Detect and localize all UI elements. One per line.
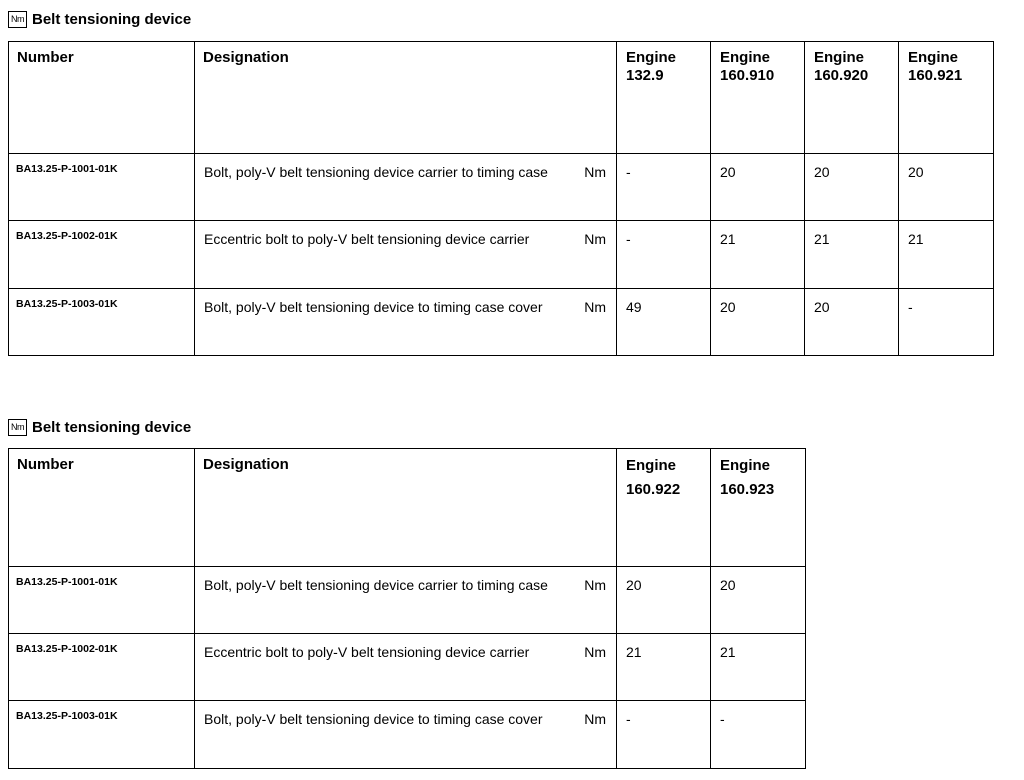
section-title-text: Belt tensioning device xyxy=(32,10,192,28)
header-engine: Engine 160.923 xyxy=(711,449,806,567)
part-number-cell: BA13.25-P-1001-01K xyxy=(9,567,195,634)
part-number-cell: BA13.25-P-1001-01K xyxy=(9,154,195,221)
torque-value-cell: 20 xyxy=(711,289,805,356)
torque-nm-icon: Nm xyxy=(8,419,27,436)
header-designation: Designation xyxy=(195,449,617,567)
torque-table xyxy=(8,448,806,769)
table-header-row xyxy=(9,449,806,567)
torque-nm-icon: Nm xyxy=(8,11,27,28)
designation-cell: Eccentric bolt to poly-V belt tensioning device carrier Nm xyxy=(195,634,617,701)
torque-value-cell: 20 xyxy=(899,154,994,221)
torque-value-cell: 21 xyxy=(617,634,711,701)
torque-value-cell: 20 xyxy=(711,567,806,634)
table-row xyxy=(9,701,806,769)
torque-value-cell: 21 xyxy=(711,634,806,701)
table-header-row xyxy=(9,42,994,154)
torque-value-cell: 20 xyxy=(711,154,805,221)
designation-cell: Bolt, poly-V belt tensioning device to timing case cover Nm xyxy=(195,289,617,356)
header-engine: Engine 160.910 xyxy=(711,42,805,154)
torque-value-cell: - xyxy=(617,221,711,289)
torque-value-cell: - xyxy=(617,154,711,221)
table-row xyxy=(9,567,806,634)
header-engine: Engine 160.920 xyxy=(805,42,899,154)
designation-cell: Eccentric bolt to poly-V belt tensioning device carrier Nm xyxy=(195,221,617,289)
torque-value-cell: 20 xyxy=(617,567,711,634)
torque-table xyxy=(8,41,994,356)
torque-value-cell: - xyxy=(711,701,806,769)
header-number: Number xyxy=(9,449,195,567)
designation-cell: Bolt, poly-V belt tensioning device carrier to timing case Nm xyxy=(195,154,617,221)
torque-value-cell: 49 xyxy=(617,289,711,356)
designation-cell: Bolt, poly-V belt tensioning device carrier to timing case Nm xyxy=(195,567,617,634)
part-number-cell: BA13.25-P-1003-01K xyxy=(9,701,195,769)
header-engine: Engine 160.921 xyxy=(899,42,994,154)
torque-value-cell: 21 xyxy=(899,221,994,289)
designation-cell: Bolt, poly-V belt tensioning device to timing case cover Nm xyxy=(195,701,617,769)
table-row xyxy=(9,154,994,221)
table-row xyxy=(9,289,994,356)
header-engine: Engine 132.9 xyxy=(617,42,711,154)
torque-value-cell: 21 xyxy=(711,221,805,289)
part-number-cell: BA13.25-P-1003-01K xyxy=(9,289,195,356)
table-row xyxy=(9,634,806,701)
section-title xyxy=(8,416,191,438)
section-title-text: Belt tensioning device xyxy=(32,418,192,436)
header-designation: Designation xyxy=(195,42,617,154)
section-title xyxy=(8,8,191,30)
part-number-cell: BA13.25-P-1002-01K xyxy=(9,634,195,701)
part-number-cell: BA13.25-P-1002-01K xyxy=(9,221,195,289)
torque-value-cell: 21 xyxy=(805,221,899,289)
torque-value-cell: - xyxy=(899,289,994,356)
header-engine: Engine 160.922 xyxy=(617,449,711,567)
torque-value-cell: 20 xyxy=(805,154,899,221)
table-row xyxy=(9,221,994,289)
torque-value-cell: - xyxy=(617,701,711,769)
header-number: Number xyxy=(9,42,195,154)
torque-value-cell: 20 xyxy=(805,289,899,356)
